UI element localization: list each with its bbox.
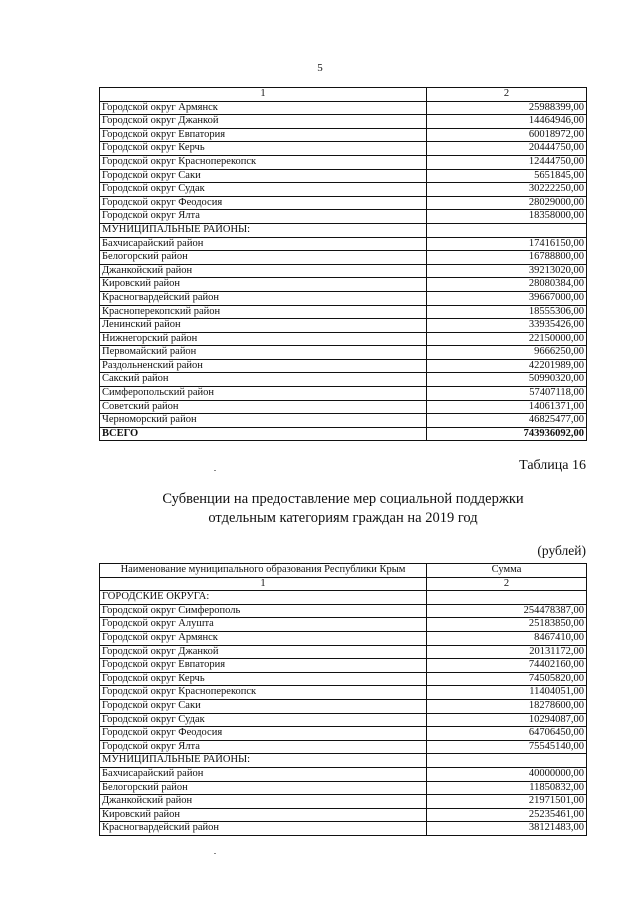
row-name: Городской округ Красноперекопск	[100, 155, 427, 169]
row-name: Городской округ Керчь	[100, 142, 427, 156]
table-row	[100, 115, 587, 129]
row-amount	[427, 591, 587, 605]
column-number-1: 1	[100, 577, 427, 591]
row-name: Раздольненский район	[100, 359, 427, 373]
row-amount: 20131172,00	[427, 645, 587, 659]
row-name: Красногвардейский район	[100, 822, 427, 836]
row-amount: 25235461,00	[427, 808, 587, 822]
table-row	[100, 142, 587, 156]
table-title-line-1: Субвенции на предоставление мер социальной поддержки	[162, 491, 524, 507]
table-row	[100, 319, 587, 333]
table-row	[100, 291, 587, 305]
row-amount: 42201989,00	[427, 359, 587, 373]
row-amount: 28029000,00	[427, 196, 587, 210]
row-name: Городской округ Ялта	[100, 740, 427, 754]
table-row	[100, 210, 587, 224]
table-row	[100, 196, 587, 210]
row-amount: 17416150,00	[427, 237, 587, 251]
table-row	[100, 713, 587, 727]
table-row	[100, 672, 587, 686]
table-row	[100, 332, 587, 346]
table-row	[100, 346, 587, 360]
row-name: Городской округ Судак	[100, 713, 427, 727]
row-name: Городской округ Судак	[100, 183, 427, 197]
row-amount	[427, 754, 587, 768]
row-name: Белогорский район	[100, 251, 427, 265]
row-name: Городской округ Армянск	[100, 101, 427, 115]
row-name: Нижнегорский район	[100, 332, 427, 346]
header-amount: Сумма	[427, 564, 587, 578]
row-name: Бахчисарайский район	[100, 767, 427, 781]
units-label: (рублей)	[537, 543, 586, 558]
row-name: Джанкойский район	[100, 795, 427, 809]
table-row	[100, 183, 587, 197]
table-row	[100, 400, 587, 414]
table-row	[100, 223, 587, 237]
row-amount: 39667000,00	[427, 291, 587, 305]
total-label: ВСЕГО	[100, 427, 427, 441]
row-amount: 30222250,00	[427, 183, 587, 197]
table-row	[100, 128, 587, 142]
row-amount: 14464946,00	[427, 115, 587, 129]
row-amount: 254478387,00	[427, 604, 587, 618]
table-row	[100, 767, 587, 781]
row-name: МУНИЦИПАЛЬНЫЕ РАЙОНЫ:	[100, 754, 427, 768]
row-amount: 46825477,00	[427, 414, 587, 428]
table-title-line-2: отдельным категориям граждан на 2019 год	[208, 510, 478, 526]
row-amount: 10294087,00	[427, 713, 587, 727]
column-number-1: 1	[100, 88, 427, 102]
table-row	[100, 699, 587, 713]
table-row	[100, 169, 587, 183]
table-row	[100, 278, 587, 292]
row-amount: 60018972,00	[427, 128, 587, 142]
table-row	[100, 373, 587, 387]
row-amount: 38121483,00	[427, 822, 587, 836]
row-name: Кировский район	[100, 808, 427, 822]
row-amount: 25988399,00	[427, 101, 587, 115]
row-name: Городской округ Евпатория	[100, 659, 427, 673]
row-name: Городской округ Саки	[100, 169, 427, 183]
table-row	[100, 740, 587, 754]
row-amount: 57407118,00	[427, 387, 587, 401]
column-number-2: 2	[427, 577, 587, 591]
row-name: Городской округ Армянск	[100, 631, 427, 645]
row-amount: 75545140,00	[427, 740, 587, 754]
row-amount: 74402160,00	[427, 659, 587, 673]
row-name: Красногвардейский район	[100, 291, 427, 305]
row-name: Советский район	[100, 400, 427, 414]
row-amount: 11850832,00	[427, 781, 587, 795]
row-name: МУНИЦИПАЛЬНЫЕ РАЙОНЫ:	[100, 223, 427, 237]
row-name: Кировский район	[100, 278, 427, 292]
row-amount: 21971501,00	[427, 795, 587, 809]
row-name: Городской округ Джанкой	[100, 645, 427, 659]
table-row	[100, 387, 587, 401]
row-name: Городской округ Феодосия	[100, 196, 427, 210]
row-amount: 18278600,00	[427, 699, 587, 713]
table-row	[100, 101, 587, 115]
table-row	[100, 645, 587, 659]
total-row	[100, 427, 587, 441]
row-name: ГОРОДСКИЕ ОКРУГА:	[100, 591, 427, 605]
row-name: Первомайский район	[100, 346, 427, 360]
row-amount: 39213020,00	[427, 264, 587, 278]
row-amount: 50990320,00	[427, 373, 587, 387]
table-row	[100, 754, 587, 768]
table-row	[100, 727, 587, 741]
header-row	[100, 564, 587, 578]
row-amount: 5651845,00	[427, 169, 587, 183]
column-number-row	[100, 577, 587, 591]
row-amount: 64706450,00	[427, 727, 587, 741]
row-amount: 74505820,00	[427, 672, 587, 686]
table-row	[100, 264, 587, 278]
row-name: Городской округ Саки	[100, 699, 427, 713]
row-name: Городской округ Керчь	[100, 672, 427, 686]
row-amount: 8467410,00	[427, 631, 587, 645]
subvention-table	[99, 563, 587, 836]
table-row	[100, 359, 587, 373]
row-amount	[427, 223, 587, 237]
scan-speck	[214, 853, 216, 854]
scan-speck	[214, 470, 216, 471]
column-number-2: 2	[427, 88, 587, 102]
row-name: Городской округ Джанкой	[100, 115, 427, 129]
row-name: Белогорский район	[100, 781, 427, 795]
table-row	[100, 686, 587, 700]
table-row	[100, 604, 587, 618]
row-amount: 18358000,00	[427, 210, 587, 224]
row-amount: 20444750,00	[427, 142, 587, 156]
row-amount: 33935426,00	[427, 319, 587, 333]
table-row	[100, 591, 587, 605]
table-title	[100, 490, 586, 528]
table-row	[100, 155, 587, 169]
row-name: Симферопольский район	[100, 387, 427, 401]
page-number: 5	[317, 62, 323, 74]
row-amount: 12444750,00	[427, 155, 587, 169]
table-row	[100, 305, 587, 319]
row-name: Городской округ Красноперекопск	[100, 686, 427, 700]
table-row	[100, 237, 587, 251]
table-row	[100, 822, 587, 836]
row-amount: 9666250,00	[427, 346, 587, 360]
row-amount: 18555306,00	[427, 305, 587, 319]
row-name: Городской округ Феодосия	[100, 727, 427, 741]
table-row	[100, 618, 587, 632]
row-name: Городской округ Евпатория	[100, 128, 427, 142]
table-continued	[99, 87, 587, 441]
row-amount: 11404051,00	[427, 686, 587, 700]
row-name: Черноморский район	[100, 414, 427, 428]
column-number-row	[100, 88, 587, 102]
table-label: Таблица 16	[519, 458, 586, 473]
row-name: Ленинский район	[100, 319, 427, 333]
table-row	[100, 631, 587, 645]
table-row	[100, 781, 587, 795]
row-amount: 28080384,00	[427, 278, 587, 292]
header-name: Наименование муниципального образования Республики Крым	[100, 564, 427, 578]
row-amount: 40000000,00	[427, 767, 587, 781]
row-amount: 25183850,00	[427, 618, 587, 632]
total-amount: 743936092,00	[427, 427, 587, 441]
row-amount: 22150000,00	[427, 332, 587, 346]
row-amount: 14061371,00	[427, 400, 587, 414]
table-row	[100, 414, 587, 428]
row-name: Городской округ Алушта	[100, 618, 427, 632]
table-row	[100, 659, 587, 673]
table-row	[100, 795, 587, 809]
row-name: Городской округ Симферополь	[100, 604, 427, 618]
table-row	[100, 251, 587, 265]
row-amount: 16788800,00	[427, 251, 587, 265]
row-name: Городской округ Ялта	[100, 210, 427, 224]
row-name: Красноперекопский район	[100, 305, 427, 319]
row-name: Джанкойский район	[100, 264, 427, 278]
row-name: Бахчисарайский район	[100, 237, 427, 251]
table-row	[100, 808, 587, 822]
row-name: Сакский район	[100, 373, 427, 387]
